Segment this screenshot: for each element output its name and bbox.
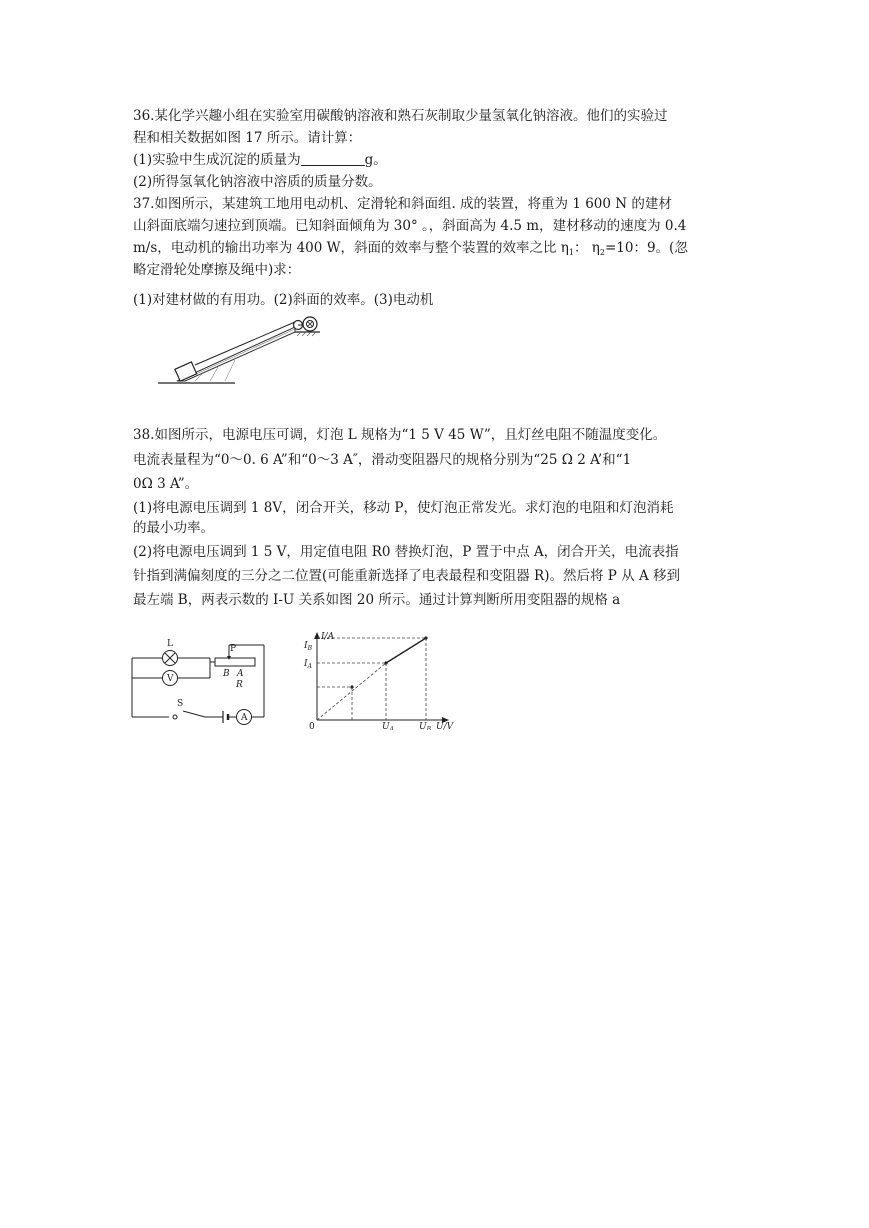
- q36-part1-text: (1)实验中生成沉淀的质量为: [133, 152, 301, 168]
- q38-line-1: 38.如图所示，电源电压可调，灯泡 L 规格为“1 5 V 45 W”，且灯丝电阻不随温度变化。: [133, 427, 667, 443]
- q36-line-3: [133, 150, 753, 170]
- voltmeter-label: V: [167, 674, 174, 684]
- rheostat-icon: [215, 658, 255, 666]
- q36-part1-unit: g。: [364, 152, 387, 168]
- platform-hatching: [297, 332, 316, 336]
- q38-line-8: 最左端 B，两表示数的 I-U 关系如图 20 所示。通过计算判断所用变阻器的规格 a: [133, 592, 621, 608]
- eta-subscript-2: 2: [599, 248, 605, 257]
- iu-graph: [295, 630, 470, 730]
- building-material-block: [175, 362, 197, 381]
- q37-line-3-text: m/s，电动机的输出功率为 400 W，斜面的效率与整个装置的效率之比 η: [133, 240, 569, 256]
- rope: [195, 322, 295, 365]
- lamp-icon: [163, 651, 178, 666]
- y-axis-label: I/A: [321, 632, 335, 642]
- ua-label: $U_A$: [382, 722, 394, 730]
- end-b-label: B: [223, 669, 230, 679]
- q37-line-5: (1)对建材做的有用功。(2)斜面的效率。(3)电动机: [133, 292, 434, 308]
- q38-line-4: (1)将电源电压调到 1 8V，闭合开关，移动 P，使灯泡正常发光。求灯泡的电阻和灯泡消耗: [133, 500, 674, 516]
- q38-line-7: 针指到满偏刻度的三分之二位置(可能重新选择了电表最程和变阻器 R)。然后将 P 从 A 移到: [133, 568, 680, 584]
- q38-line-2: 电流表量程为“0～0. 6 A”和“0～3 A″，滑动变阻器尺的规格分别为“25 Ω 2 A’和“1: [133, 452, 632, 468]
- q37-line-1: 37.如图所示，某建筑工地用电动机、定滑轮和斜面组. 成的装置，将重为 1 600 N 的建材: [133, 196, 672, 212]
- x-axis-label: U/V: [436, 722, 454, 730]
- slider-label: P: [230, 644, 237, 654]
- q37-line-3-end: =10：9。(忽: [604, 240, 688, 256]
- ub-label: $U_B$: [419, 722, 432, 730]
- eta-subscript-1: 1: [568, 248, 574, 257]
- q37-line-3-mid: ： η: [573, 240, 600, 256]
- iu-relation-line: [386, 638, 426, 663]
- motor-icon: [303, 317, 317, 331]
- origin-label: 0: [309, 722, 315, 730]
- mid-a-label: A: [237, 669, 244, 679]
- q38-line-6: (2)将电源电压调到 1 5 V，用定值电阻 R0 替换灯泡，P 置于中点 A，闭合开关，电流表指: [133, 544, 679, 560]
- resistor-label: R: [236, 680, 243, 690]
- ia-label: $I_A$: [304, 659, 312, 670]
- answer-blank: [301, 151, 365, 166]
- ammeter-label: A: [241, 713, 248, 723]
- q37-line-2: 山斜面底端匀速拉到顶端。已知斜面倾角为 30° 。，斜面高为 4.5 m，建材移动的速度为 0.4: [133, 218, 687, 234]
- guide-lines: [317, 638, 426, 720]
- q36-line-2: 程和相关数据如图 17 所示。请计算：: [133, 130, 362, 146]
- switch-label: S: [177, 699, 184, 709]
- incline-figure: [155, 312, 325, 392]
- circuit-diagram: [125, 630, 285, 725]
- q36-line-1: 36.某化学兴趣小组在实验室用碳酸钠溶液和熟石灰制取少量氢氧化钠溶液。他们的实验过: [133, 108, 668, 124]
- lamp-label: L: [167, 639, 173, 649]
- q38-line-5: 的最小功率。: [133, 520, 214, 536]
- q37-line-4: 略定滑轮处摩擦及绳中)求：: [133, 262, 301, 278]
- q38-line-3: 0Ω 3 A”。: [133, 476, 199, 492]
- ib-label: $I_B$: [304, 641, 312, 652]
- q36-line-4: (2)所得氢氧化钠溶液中溶质的质量分数。: [133, 174, 382, 190]
